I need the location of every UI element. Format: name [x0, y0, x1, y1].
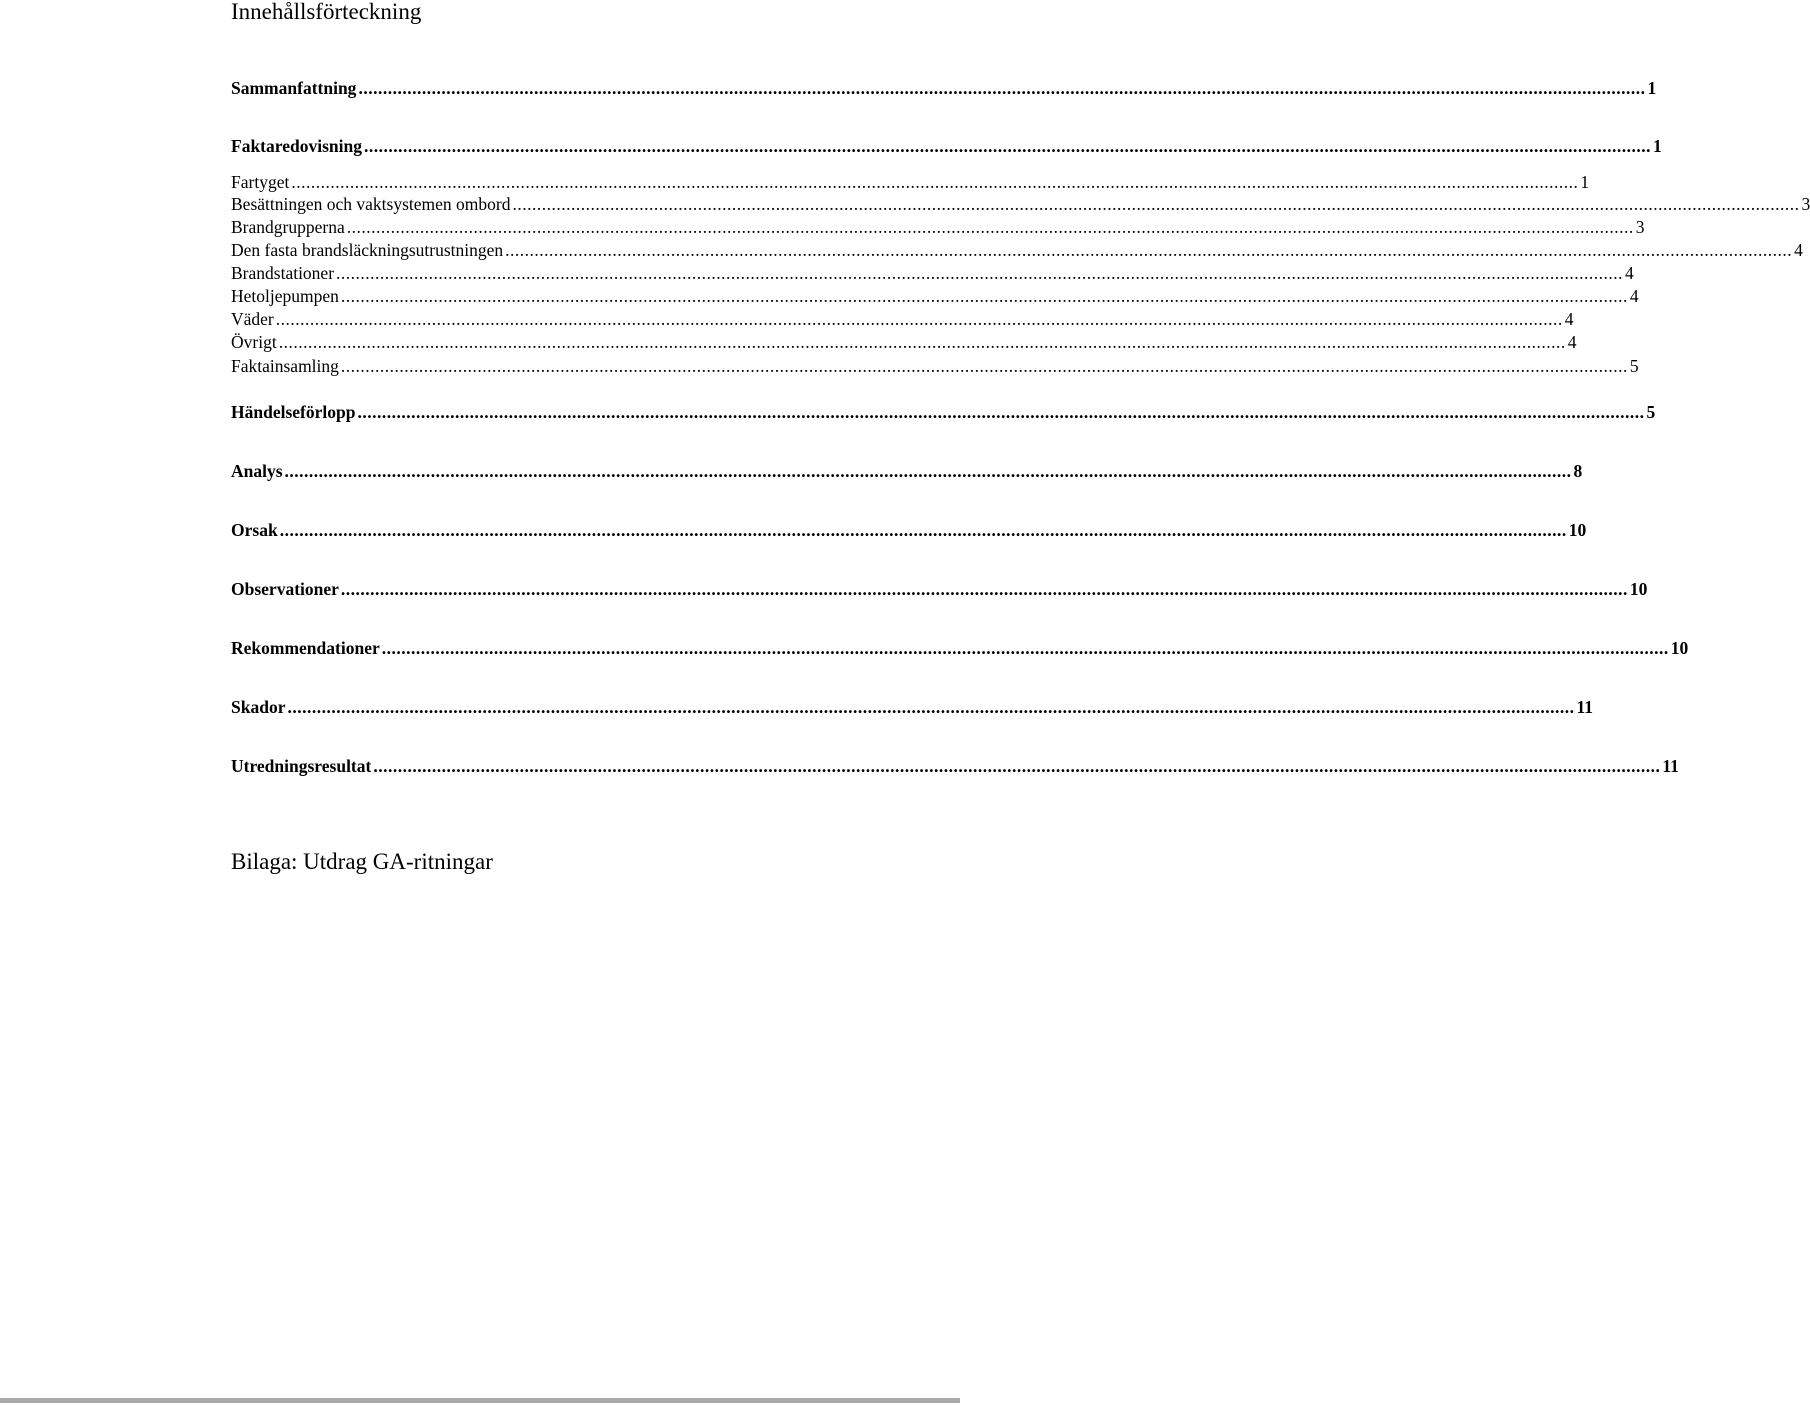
toc-entry-text: Utredningsresultat: [231, 756, 372, 776]
toc-page-number: 4: [1629, 286, 1639, 306]
toc-entry-text: Besättningen och vaktsystemen ombord: [231, 194, 511, 214]
toc-page-number: 10: [1629, 579, 1648, 599]
toc-entry-text: Skador: [231, 697, 286, 717]
toc-entry-analys[interactable]: [231, 460, 1583, 482]
toc-entry-text: Analys: [231, 461, 283, 481]
toc-page-number: 10: [1568, 520, 1587, 540]
appendix-title: Bilaga: Utdrag GA-ritningar: [231, 849, 493, 874]
dot-leader: ........................................................................................................................................................................................................................................................................: [340, 286, 1628, 306]
dot-leader: ........................................................................................................................................................................................................................................................................: [340, 356, 1628, 376]
dot-leader: ........................................................................................................................................................................................................................................................................: [373, 756, 1661, 776]
dot-leader: ........................................................................................................................................................................................................................................................................: [340, 579, 1628, 599]
dot-leader: ........................................................................................................................................................................................................................................................................: [512, 194, 1800, 214]
toc-entry-text: Hetoljepumpen: [231, 286, 339, 306]
toc-entry-skador[interactable]: [231, 696, 1594, 718]
toc-page-number: 5: [1629, 356, 1639, 376]
toc-page-number: 1: [1647, 78, 1657, 98]
dot-leader: ........................................................................................................................................................................................................................................................................: [336, 263, 1624, 283]
toc-entry-text: Händelseförlopp: [231, 402, 356, 422]
toc-entry-text: Rekommendationer: [231, 638, 380, 658]
toc-page-number: 1: [1580, 172, 1590, 192]
toc-entry-orsak[interactable]: [231, 519, 1587, 541]
toc-page-number: 1: [1652, 136, 1662, 156]
toc-entry-handelseforlopp[interactable]: [231, 401, 1656, 423]
toc-page-number: 11: [1576, 697, 1594, 717]
toc-entry-brandslackning[interactable]: [231, 239, 1803, 261]
dot-leader: ........................................................................................................................................................................................................................................................................: [505, 240, 1793, 260]
toc-title: Innehållsförteckning: [231, 0, 422, 24]
toc-entry-brandstationer[interactable]: [231, 262, 1634, 284]
toc-page-number: 4: [1794, 240, 1803, 260]
toc-entry-text: Sammanfattning: [231, 78, 357, 98]
toc-entry-hetoljepumpen[interactable]: [231, 285, 1639, 307]
toc-entry-text: Faktainsamling: [231, 356, 339, 376]
dot-leader: ........................................................................................................................................................................................................................................................................: [279, 520, 1567, 540]
toc-page-number: 4: [1625, 263, 1634, 283]
toc-entry-text: Orsak: [231, 520, 278, 540]
dot-leader: ........................................................................................................................................................................................................................................................................: [381, 638, 1669, 658]
toc-entry-text: Fartyget: [231, 172, 290, 192]
toc-entry-faktaredovisning[interactable]: [231, 135, 1662, 157]
toc-entry-text: Brandgrupperna: [231, 217, 345, 237]
dot-leader: ........................................................................................................................................................................................................................................................................: [287, 697, 1575, 717]
toc-entry-text: Brandstationer: [231, 263, 335, 283]
toc-page-number: 10: [1670, 638, 1689, 658]
page-bottom-divider: [0, 1398, 960, 1403]
toc-entry-fartyget[interactable]: [231, 171, 1590, 193]
toc-entry-text: Väder: [231, 309, 274, 329]
dot-leader: ........................................................................................................................................................................................................................................................................: [357, 402, 1645, 422]
toc-entry-observationer[interactable]: [231, 578, 1648, 600]
dot-leader: ........................................................................................................................................................................................................................................................................: [278, 332, 1566, 352]
toc-entry-utredningsresultat[interactable]: [231, 755, 1679, 777]
dot-leader: ........................................................................................................................................................................................................................................................................: [275, 309, 1563, 329]
dot-leader: ........................................................................................................................................................................................................................................................................: [291, 172, 1579, 192]
toc-entry-besattningen[interactable]: [231, 193, 1810, 215]
toc-entry-faktainsamling[interactable]: [231, 355, 1639, 377]
dot-leader: ........................................................................................................................................................................................................................................................................: [346, 217, 1634, 237]
toc-page-number: 5: [1646, 402, 1656, 422]
toc-page-number: 4: [1567, 332, 1577, 352]
toc-entry-rekommendationer[interactable]: [231, 637, 1689, 659]
toc-entry-vader[interactable]: [231, 308, 1574, 330]
dot-leader: ........................................................................................................................................................................................................................................................................: [358, 78, 1646, 98]
toc-entry-text: Observationer: [231, 579, 339, 599]
toc-page-number: 11: [1662, 756, 1679, 776]
toc-entry-brandgrupperna[interactable]: [231, 216, 1645, 238]
toc-page-number: 3: [1801, 194, 1810, 214]
toc-entry-text: Övrigt: [231, 332, 277, 352]
toc-page-number: 3: [1635, 217, 1645, 237]
dot-leader: ........................................................................................................................................................................................................................................................................: [363, 136, 1651, 156]
toc-entry-text: Faktaredovisning: [231, 136, 362, 156]
toc-page-number: 8: [1573, 461, 1583, 481]
toc-page-number: 4: [1564, 309, 1574, 329]
toc-entry-ovrigt[interactable]: [231, 331, 1577, 353]
toc-entry-text: Den fasta brandsläckningsutrustningen: [231, 240, 504, 260]
dot-leader: ........................................................................................................................................................................................................................................................................: [284, 461, 1572, 481]
toc-entry-sammanfattning[interactable]: [231, 77, 1657, 99]
